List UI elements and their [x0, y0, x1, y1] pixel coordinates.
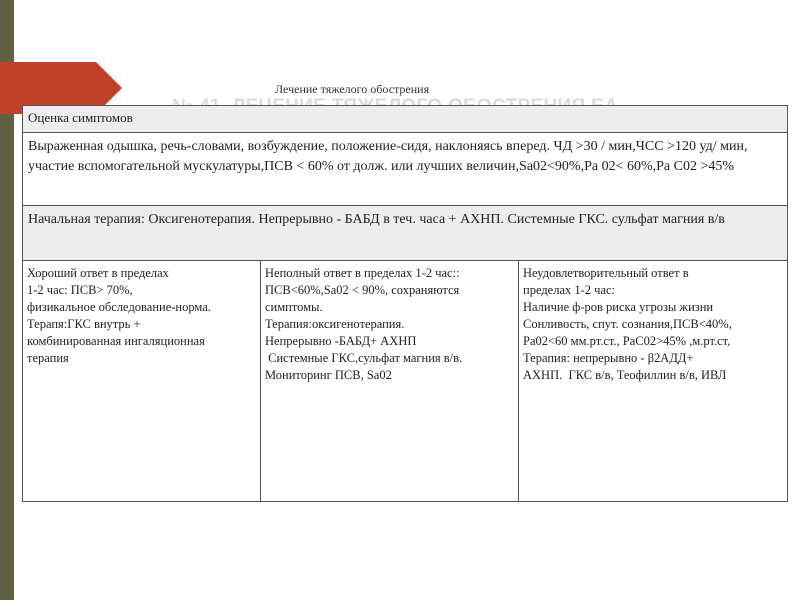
- response-line: Терапя:ГКС внутрь +: [27, 317, 141, 331]
- good-response-cell: [23, 261, 261, 502]
- response-line: Неудовлетворительный ответ в: [523, 266, 689, 280]
- response-line: 1-2 час: ПСВ> 70%,: [27, 283, 133, 297]
- response-line: пределах 1-2 час:: [523, 283, 616, 297]
- response-line: Pa02<60 мм.рт.ст., PaC02>45% ,м.рт.ст,: [523, 334, 731, 348]
- response-line: комбинированная ингаляционная: [27, 334, 205, 348]
- response-line: Мониторинг ПСВ, Sa02: [265, 368, 392, 382]
- initial-therapy-cell: Начальная терапия: Оксигенотерапия. Непрерывно - БАБД в теч. часа + АХНП. Системные ГКС. сульфат магния в/в: [23, 206, 788, 261]
- response-line: Неполный ответ в пределах 1-2 час::: [265, 266, 460, 280]
- response-line: Сонливость, спут. сознания,ПСВ<40%,: [523, 317, 732, 331]
- response-line: АХНП. ГКС в/в, Теофиллин в/в, ИВЛ: [523, 368, 727, 382]
- response-line: Непрерывно -БАБД+ АХНП: [265, 334, 417, 348]
- response-line: Хороший ответ в пределах: [27, 266, 169, 280]
- response-line: Наличие ф-ров риска угрозы жизни: [523, 300, 714, 314]
- severity-criteria-cell: Выраженная одышка, речь-словами, возбуждение, положение-сидя, наклоняясь вперед. ЧД >30 / мин,ЧСС >120 уд/ мин, участие вспомогательной мускулатуры,ПСВ < 60% от долж. или лучших величин,Sa02<90%,Pa 02< 60%,Pa C02 >45%: [23, 133, 788, 206]
- treatment-table: [22, 105, 788, 502]
- symptom-assessment-header: Оценка симптомов: [23, 106, 788, 133]
- response-line: Терапия: непрерывно - β2АДД+: [523, 351, 694, 365]
- response-line: симптомы.: [265, 300, 323, 314]
- partial-response-cell: [261, 261, 519, 502]
- slide-caption: Лечение тяжелого обострения: [275, 82, 430, 96]
- response-line: физикальное обследование-норма.: [27, 300, 211, 314]
- response-line: Системные ГКС,сульфат магния в/в.: [265, 351, 463, 365]
- response-line: терапия: [27, 351, 69, 365]
- response-line: Терапия:оксигенотерапия.: [265, 317, 405, 331]
- poor-response-cell: [519, 261, 788, 502]
- response-line: ПСВ<60%,Sa02 < 90%, сохраняются: [265, 283, 460, 297]
